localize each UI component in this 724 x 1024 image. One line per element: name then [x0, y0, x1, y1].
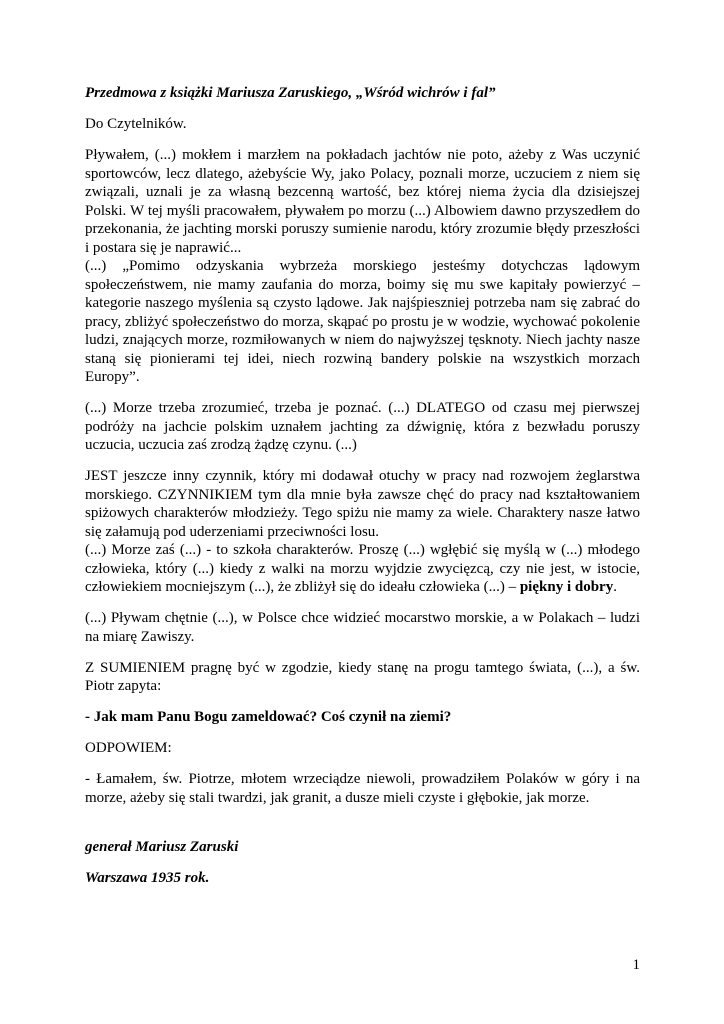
salutation [85, 115, 640, 134]
paragraph-morze-zas-text: . [613, 579, 617, 595]
signature-place-date-text: Warszawa 1935 rok. [85, 870, 210, 886]
paragraph-morze-trzeba [85, 399, 640, 455]
signature-name [85, 838, 640, 857]
signature-name-text: generał Mariusz Zaruski [85, 839, 239, 855]
paragraph-lamalem [85, 770, 640, 807]
page-number: 1 [632, 957, 640, 973]
question-line [85, 708, 640, 727]
salutation-text: Do Czytelników. [85, 116, 187, 132]
signature-place-date [85, 869, 640, 888]
paragraph-pomimo-text: (...) „Pomimo odzyskania wybrzeża morskiego jesteśmy dotychczas lądowym społeczeństwem, nie mamy zaufania do morza, boimy się mu swe kapitały powierzyć – kategorie naszego myślenia są czysto lądowe. Jak najśpieszniej potrzeba nam się zabrać do pracy, zbliżyć społeczeństwo do morza, skąpać po prostu je w wodzie, wychować pokolenie ludzi, znających morze, rozmiłowanych w niem do najwyższej tęsknoty. Niech jachty nasze staną się pionierami tej idei, niech rozwiną bandery polskie na wszystkich morzach Europy”. [85, 258, 640, 385]
paragraph-lamalem-text: - Łamałem, św. Piotrze, młotem wrzeciądze niewoli, prowadziłem Polaków w góry i na morze, ażeby się stali twardzi, jak granit, a dusze mieli czyste i głębokie, jak morze. [85, 771, 640, 806]
document-content [85, 84, 640, 888]
paragraph-z-sumieniem [85, 659, 640, 696]
paragraph-odpowiem [85, 739, 640, 758]
paragraph-morze-zas-text: piękny i dobry [519, 579, 614, 595]
document-title [85, 84, 640, 103]
paragraph-z-sumieniem-text: Z SUMIENIEM pragnę być w zgodzie, kiedy stanę na progu tamtego świata, (...), a św. Piotr zapyta: [85, 659, 640, 694]
paragraph-morze-trzeba-text: (...) Morze trzeba zrozumieć, trzeba je poznać. (...) DLATEGO od czasu mej pierwszej podróży na jachcie polskim uznałem jachting za dźwignię, która z bezwładu poruszy uczucia, uczucia zaś zrodzą żądzę czynu. (...) [85, 400, 640, 453]
paragraph-jest-text: JEST jeszcze inny czynnik, który mi dodawał otuchy w pracy nad rozwojem żeglarstwa morskiego. CZYNNIKIEM tym dla mnie była zawsze chęć do pracy nad kształtowaniem spiżowych charakterów młodzieży. Tego spiżu nie mamy za wiele. Charaktery nasze łatwo się załamują pod uderzeniami przeciwności losu. [85, 468, 640, 540]
paragraph-plywam-chetnie [85, 609, 640, 646]
paragraph-jest [85, 467, 640, 541]
question-line-text: - Jak mam Panu Bogu zameldować? Coś czynił na ziemi? [85, 709, 452, 725]
paragraph-plywalem-text: Pływałem, (...) mokłem i marzłem na pokładach jachtów nie poto, ażeby z Was uczynić sportowców, lecz dlatego, ażebyście Wy, jako Polacy, poznali morze, uczuciem z niem się związali, uznali je za własną bezcenną wartość, bez której niema życia dla dzisiejszej Polski. W tej myśli pracowałem, pływałem po morzu (...) Albowiem dawno przyszedłem do przekonania, że jachting morski poruszy sumienie narodu, który zrozumie błędy przeszłości i postara się je naprawić... [85, 147, 640, 256]
paragraph-odpowiem-text: ODPOWIEM: [85, 740, 172, 756]
paragraph-plywam-chetnie-text: (...) Pływam chętnie (...), w Polsce chce widzieć mocarstwo morskie, a w Polakach – ludzi na miarę Zawiszy. [85, 610, 640, 645]
document-title-text: Przedmowa z książki Mariusza Zaruskiego, „Wśród wichrów i fal” [85, 85, 496, 101]
paragraph-plywalem [85, 146, 640, 257]
paragraph-pomimo [85, 257, 640, 387]
paragraph-morze-zas [85, 541, 640, 597]
paragraph-morze-zas-text: (...) Morze zaś (...) - to szkoła charakterów. Proszę (...) wgłębić się myślą w (...) młodego człowieka, który (...) kiedy z walki na morzu wyjdzie zwycięzcą, czy nie jest, w istocie, człowiekiem mocniejszym (...), że zbliżył się do ideału człowieka (...) – [85, 542, 640, 595]
